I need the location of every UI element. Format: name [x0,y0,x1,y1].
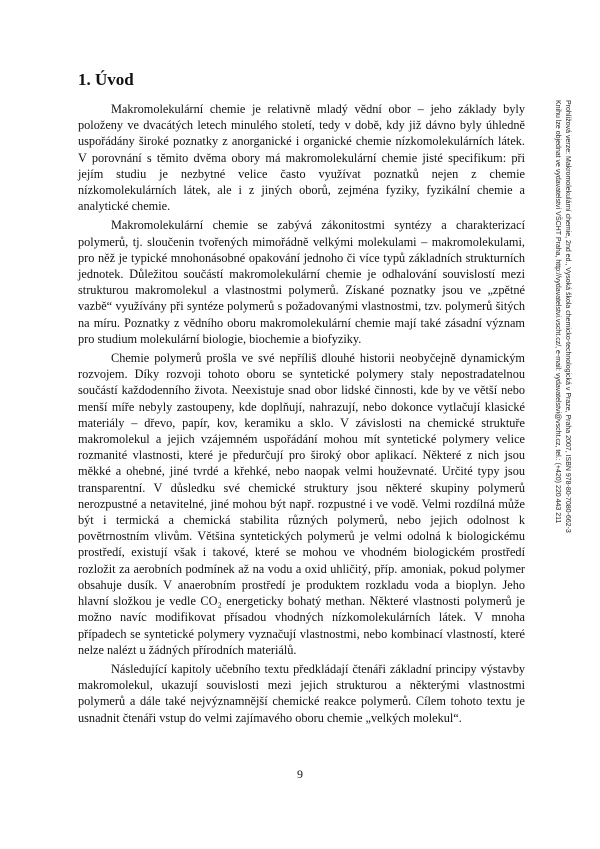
paragraph-2: Makromolekulární chemie se zabývá zákonitostmi syntézy a charakterizací polymerů, tj. sloučenin tvořených mimořádně velkými molekulami – makromolekulami, pro něž je typické mnohonásobné opakování jednoho či více typů základních strukturních jednotek. Důležitou součástí makromolekulární chemie je odhalování souvislostí mezi strukturou makromolekul a vlastnostmi polymerů. Získané poznatky jsou ve „zpětné vazbě“ využívány při syntéze polymerů s požadovanými vlastnostmi, tzv. polymerů šitých na míru. Poznatky z vědního oboru makromolekulární chemie mají také zásadní význam pro studium molekulární biologie, biochemie a biofyziky. [78,218,525,346]
body-text [78,101,525,729]
chapter-heading: 1. Úvod [78,70,134,89]
page-number: 9 [297,767,303,781]
side-note-line-1: Prohlížová verze: Makromolekulární chemie, 2nd ed., Vysoká škola chemicko-technologická v Praze, Praha 2007, ISBN 978-80-7080-662-3 [564,100,571,533]
paragraph-4: Následující kapitoly učebního textu předkládají čtenáři základní principy výstavby makromolekul, ukazují souvislosti mezi jejich strukturou a některými vlastnostmi polymerů a dále také nejvýznamnější chemické reakce polymerů. Cílem tohoto textu je usnadnit čtenáři vstup do velmi zajímavého oboru chemie „velkých molekul“. [78,661,525,725]
paragraph-3: Chemie polymerů prošla ve své nepříliš dlouhé historii neobyčejně dynamickým rozvojem. Díky rozvoji tohoto oboru se syntetické polymery staly nepostradatelnou součástí každodenního života. Neexistuje snad obor lidské činnosti, kde by ve větší nebo menší míře nebyly zastoupeny, kde doplňují, nahrazují, nebo dokonce vytlačují klasické materiály – dřevo, papír, kov, keramiku a sklo. V závislosti na chemické struktuře makromolekul a jejich vzájemném uspořádání mohou mít syntetické polymery velice rozmanité vlastnosti, které je předurčují pro široký obor aplikací. Některé z nich jsou měkké a ohebné, jiné tvrdé a křehké, nebo naopak velmi houževnaté. Určité typy jsou transparentní. V důsledku své chemické struktury jsou některé skupiny polymerů nerozpustné a netavitelné, jiné mohou být např. rozpustné i ve vodě. Velmi rozdílná může být i termická a chemická stabilita různých polymerů, nebo jejich odolnost k povětrnostním vlivům. Většina syntetických polymerů je velmi odolná k biologickému prostředí, existují však i takové, které se mohou ve vhodném biologickém prostředí rozložit za aerobních podmínek až na vodu a oxid uhličitý, příp. amoniak, pokud polymer obsahuje dusík. V anaerobním prostředí je produktem rozkladu voda a bioplyn. Jeho hlavní složkou je vedle CO₂ energeticky bohatý methan. Některé vlastnosti polymerů je možno navíc modifikovat přísadou vhodných nízkomolekulárních látek. V mnoha případech se syntetické polymery vyznačují vlastnostmi, nebo kombinací vlastností, které nelze nalézt u žádných přírodních materiálů. [78,351,525,657]
side-publisher-note [552,100,572,533]
side-note-line-2: Knihu lze objednat ve vydavatelství VŠCHT Praha, http://vydavatelstvi.vscht.cz/, e-mail: vydavatelstvi@vscht.cz, tel.: (+420) 220 443 211 [554,100,561,524]
paragraph-1: Makromolekulární chemie je relativně mladý vědní obor – jeho základy byly položeny ve dvacátých letech minulého století, tedy v době, kdy již dávno byly úhledně uspořádány široké poznatky z anorganické i organické chemie nízkomolekulárních látek. V porovnání s těmito dvěma obory má makromolekulární chemie jisté specifikum: při jejím studiu je nezbytné velice často využívat poznatků nejen z chemie nízkomolekulárních látek, ale i z jiných oborů, zejména fyziky, fyzikální chemie a analytické chemie. [78,102,525,214]
